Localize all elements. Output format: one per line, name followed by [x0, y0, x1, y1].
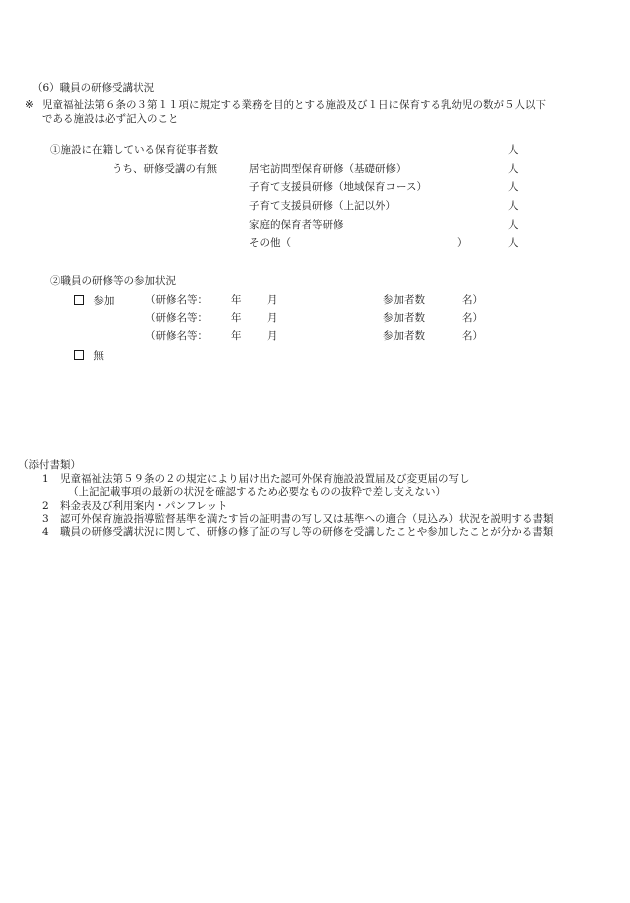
note-line-2: である施設は必ず記入のこと [42, 113, 179, 125]
section-title: （6）職員の研修受講状況 [32, 82, 155, 94]
training-row-month: 月 [267, 294, 278, 306]
training-row-year: 年 [231, 330, 242, 342]
training-row-count: 参加者数 [383, 330, 425, 342]
participate-option[interactable] [74, 295, 114, 307]
attachment-text: 認可外保育施設指導監督基準を満たす旨の証明書の写し又は基準への適合（見込み）状況を説明する書類 [60, 513, 554, 525]
attachment-number: 1 [42, 473, 49, 485]
attachment-number: 2 [42, 500, 49, 512]
training-row-year: 年 [231, 312, 242, 324]
attachment-number: 4 [42, 526, 49, 538]
training-row-close: 名） [462, 330, 483, 342]
training-row-count: 参加者数 [383, 294, 425, 306]
training-row-count: 参加者数 [383, 312, 425, 324]
staff-row-label: 子育て支援員研修（地域保育コース） [249, 181, 427, 193]
training-heading: ②職員の研修等の参加状況 [50, 275, 176, 287]
staff-breakdown-label: うち、研修受講の有無 [112, 163, 217, 175]
staff-row-label: 居宅訪問型保育研修（基礎研修） [249, 163, 407, 175]
staff-row-unit: 人 [508, 219, 519, 231]
attachments-heading: （添付書類） [18, 459, 81, 471]
staff-row-unit: 人 [508, 237, 519, 249]
none-label: 無 [93, 350, 104, 362]
staff-row-label: その他（ [249, 237, 291, 249]
staff-row-unit: 人 [508, 181, 519, 193]
training-row-name: （研修名等： [145, 330, 208, 342]
none-option[interactable] [74, 350, 104, 362]
training-row-year: 年 [231, 294, 242, 306]
note-line-1: 児童福祉法第６条の３第１１項に規定する業務を目的とする施設及び１日に保育する乳幼児の数が５人以下 [42, 99, 546, 111]
staff-other-close: ） [457, 237, 468, 249]
training-row-close: 名） [462, 294, 483, 306]
attachment-text: （上記記載事項の最新の状況を確認するため必要なものの抜粋で差し支えない） [68, 486, 446, 498]
note-mark: ※ [25, 99, 34, 111]
training-row-name: （研修名等： [145, 294, 208, 306]
attachment-text: 職員の研修受講状況に関して、研修の修了証の写し等の研修を受講したことや参加したことが分かる書類 [60, 526, 554, 538]
attachment-number: 3 [42, 513, 49, 525]
training-row-month: 月 [267, 330, 278, 342]
training-row-close: 名） [462, 312, 483, 324]
staff-heading: ①施設に在籍している保育従事者数 [50, 144, 218, 156]
participate-label: 参加 [93, 295, 115, 307]
attachment-text: 児童福祉法第５９条の２の規定により届け出た認可外保育施設設置届及び変更届の写し [60, 473, 470, 485]
staff-row-label: 家庭的保育者等研修 [249, 219, 344, 231]
staff-unit-total: 人 [508, 144, 519, 156]
staff-row-label: 子育て支援員研修（上記以外） [249, 200, 396, 212]
attachment-text: 料金表及び利用案内・パンフレット [60, 500, 228, 512]
staff-row-unit: 人 [508, 163, 519, 175]
staff-row-unit: 人 [508, 200, 519, 212]
participate-checkbox[interactable] [74, 295, 84, 305]
none-checkbox[interactable] [74, 350, 84, 360]
training-row-month: 月 [267, 312, 278, 324]
training-row-name: （研修名等： [145, 312, 208, 324]
